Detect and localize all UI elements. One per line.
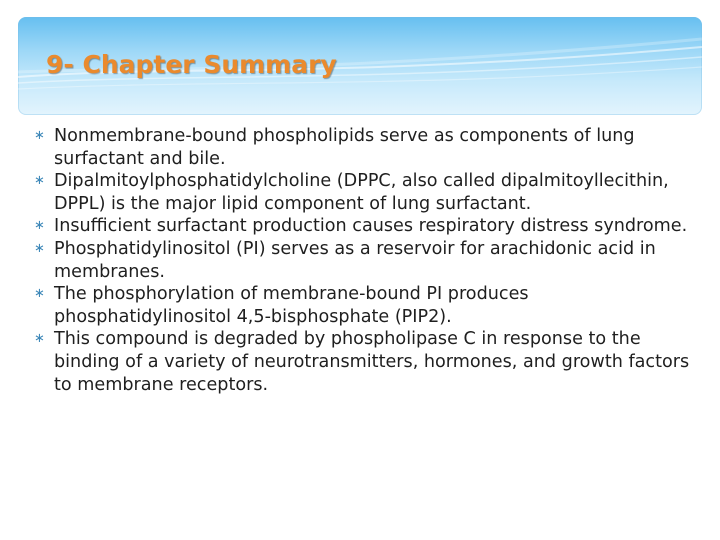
bullet-text: This compound is degraded by phospholipase C in response to the binding of a variety of neurotransmitters, hormones, and growth factors to membrane receptors. (54, 329, 690, 395)
bullet-list (34, 125, 694, 396)
bullet-item (34, 125, 694, 170)
bullet-text: Phosphatidylinositol (PI) serves as a reservoir for arachidonic acid in membranes. (54, 238, 656, 282)
bullet-marker-icon: ∗ (34, 173, 45, 189)
bullet-marker-icon: ∗ (34, 128, 45, 143)
bullet-item (34, 170, 694, 215)
bullet-text: Dipalmitoylphosphatidylcholine (DPPC, also called dipalmitoyllecithin, DPPL) is the major lipid component of lung surfactant. (54, 171, 669, 214)
bullet-marker-icon: ∗ (34, 218, 45, 234)
bullet-marker-icon: ∗ (34, 331, 45, 347)
bullet-item (34, 328, 694, 396)
slide-title: 9- Chapter Summary (46, 50, 337, 79)
bullet-item (34, 283, 694, 328)
title-banner (18, 17, 702, 115)
bullet-marker-icon: ∗ (34, 286, 45, 302)
bullet-item (34, 215, 694, 238)
bullet-text: Nonmembrane-bound phospholipids serve as components of lung surfactant and bile. (54, 126, 635, 169)
bullet-text: Insufficient surfactant production causes respiratory distress syndrome. (54, 216, 688, 237)
bullet-marker-icon: ∗ (34, 240, 45, 256)
bullet-text: The phosphorylation of membrane-bound PI produces phosphatidylinositol 4,5-bisphosphate (PIP2). (54, 284, 529, 327)
bullet-item (34, 238, 694, 283)
